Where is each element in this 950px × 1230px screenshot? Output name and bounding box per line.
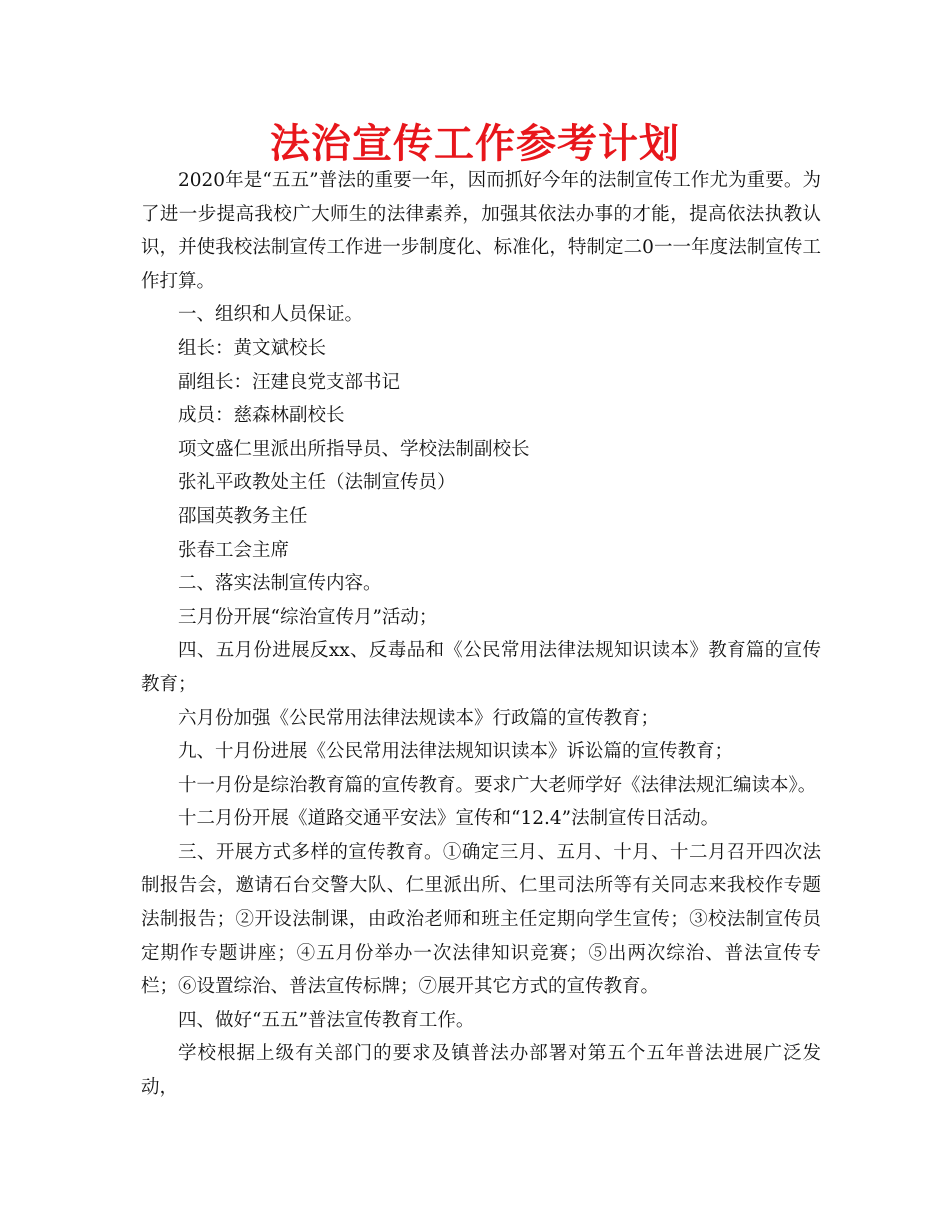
paragraph-member-5: 张春工会主席 bbox=[178, 539, 290, 561]
paragraph-member-2: 项文盛仁里派出所指导员、学校法制副校长 bbox=[178, 438, 530, 460]
paragraph-april-may: 四、五月份进展反xx、反毒品和《公民常用法律法规知识读本》教育篇的宣传教育； bbox=[141, 640, 821, 695]
paragraph-member-4: 邵国英教务主任 bbox=[178, 505, 308, 527]
document-title: 法治宣传工作参考计划 bbox=[270, 121, 680, 167]
paragraph-november: 十一月份是综治教育篇的宣传教育。要求广大老师学好《法律法规汇编读本》。 bbox=[178, 774, 817, 796]
document-body bbox=[141, 164, 821, 1105]
paragraph-team-leader: 组长：黄文斌校长 bbox=[178, 337, 327, 359]
paragraph-march: 三月份开展“综治宣传月”活动； bbox=[178, 606, 438, 628]
paragraph-section-4-heading: 四、做好“五五”普法宣传教育工作。 bbox=[178, 1009, 475, 1031]
paragraph-intro: 2020年是“五五”普法的重要一年，因而抓好今年的法制宣传工作尤为重要。为了进一步提高我校广大师生的法律素养，加强其依法办事的才能，提高依法执教认识，并使我校法制宣传工作进一步制度化、标准化，特制定二0一一年度法制宣传工作打算。 bbox=[141, 170, 821, 292]
paragraph-section-2-heading: 二、落实法制宣传内容。 bbox=[178, 573, 382, 595]
paragraph-deputy-leader: 副组长：汪建良党支部书记 bbox=[178, 371, 401, 393]
paragraph-section-4-body: 学校根据上级有关部门的要求及镇普法办部署对第五个五年普法进展广泛发动， bbox=[141, 1043, 821, 1099]
paragraph-june: 六月份加强《公民常用法律法规读本》行政篇的宣传教育； bbox=[178, 707, 660, 729]
paragraph-member-1: 成员：慈森林副校长 bbox=[178, 405, 345, 427]
paragraph-section-3: 三、开展方式多样的宣传教育。①确定三月、五月、十月、十二月召开四次法制报告会，邀请石台交警大队、仁里派出所、仁里司法所等有关同志来我校作专题法制报告；②开设法制课，由政治老师和班主任定期向学生宣传；③校法制宣传员定期作专题讲座；④五月份举办一次法律知识竞赛；⑤出两次综治、普法宣传专栏；⑥设置综治、普法宣传标牌；⑦展开其它方式的宣传教育。 bbox=[141, 841, 821, 998]
paragraph-member-3: 张礼平政教处主任（法制宣传员） bbox=[178, 472, 456, 494]
paragraph-section-1-heading: 一、组织和人员保证。 bbox=[178, 304, 364, 326]
paragraph-december: 十二月份开展《道路交通平安法》宣传和“12.4”法制宣传日活动。 bbox=[178, 808, 720, 830]
paragraph-sept-oct: 九、十月份进展《公民常用法律法规知识读本》诉讼篇的宣传教育； bbox=[178, 741, 734, 763]
